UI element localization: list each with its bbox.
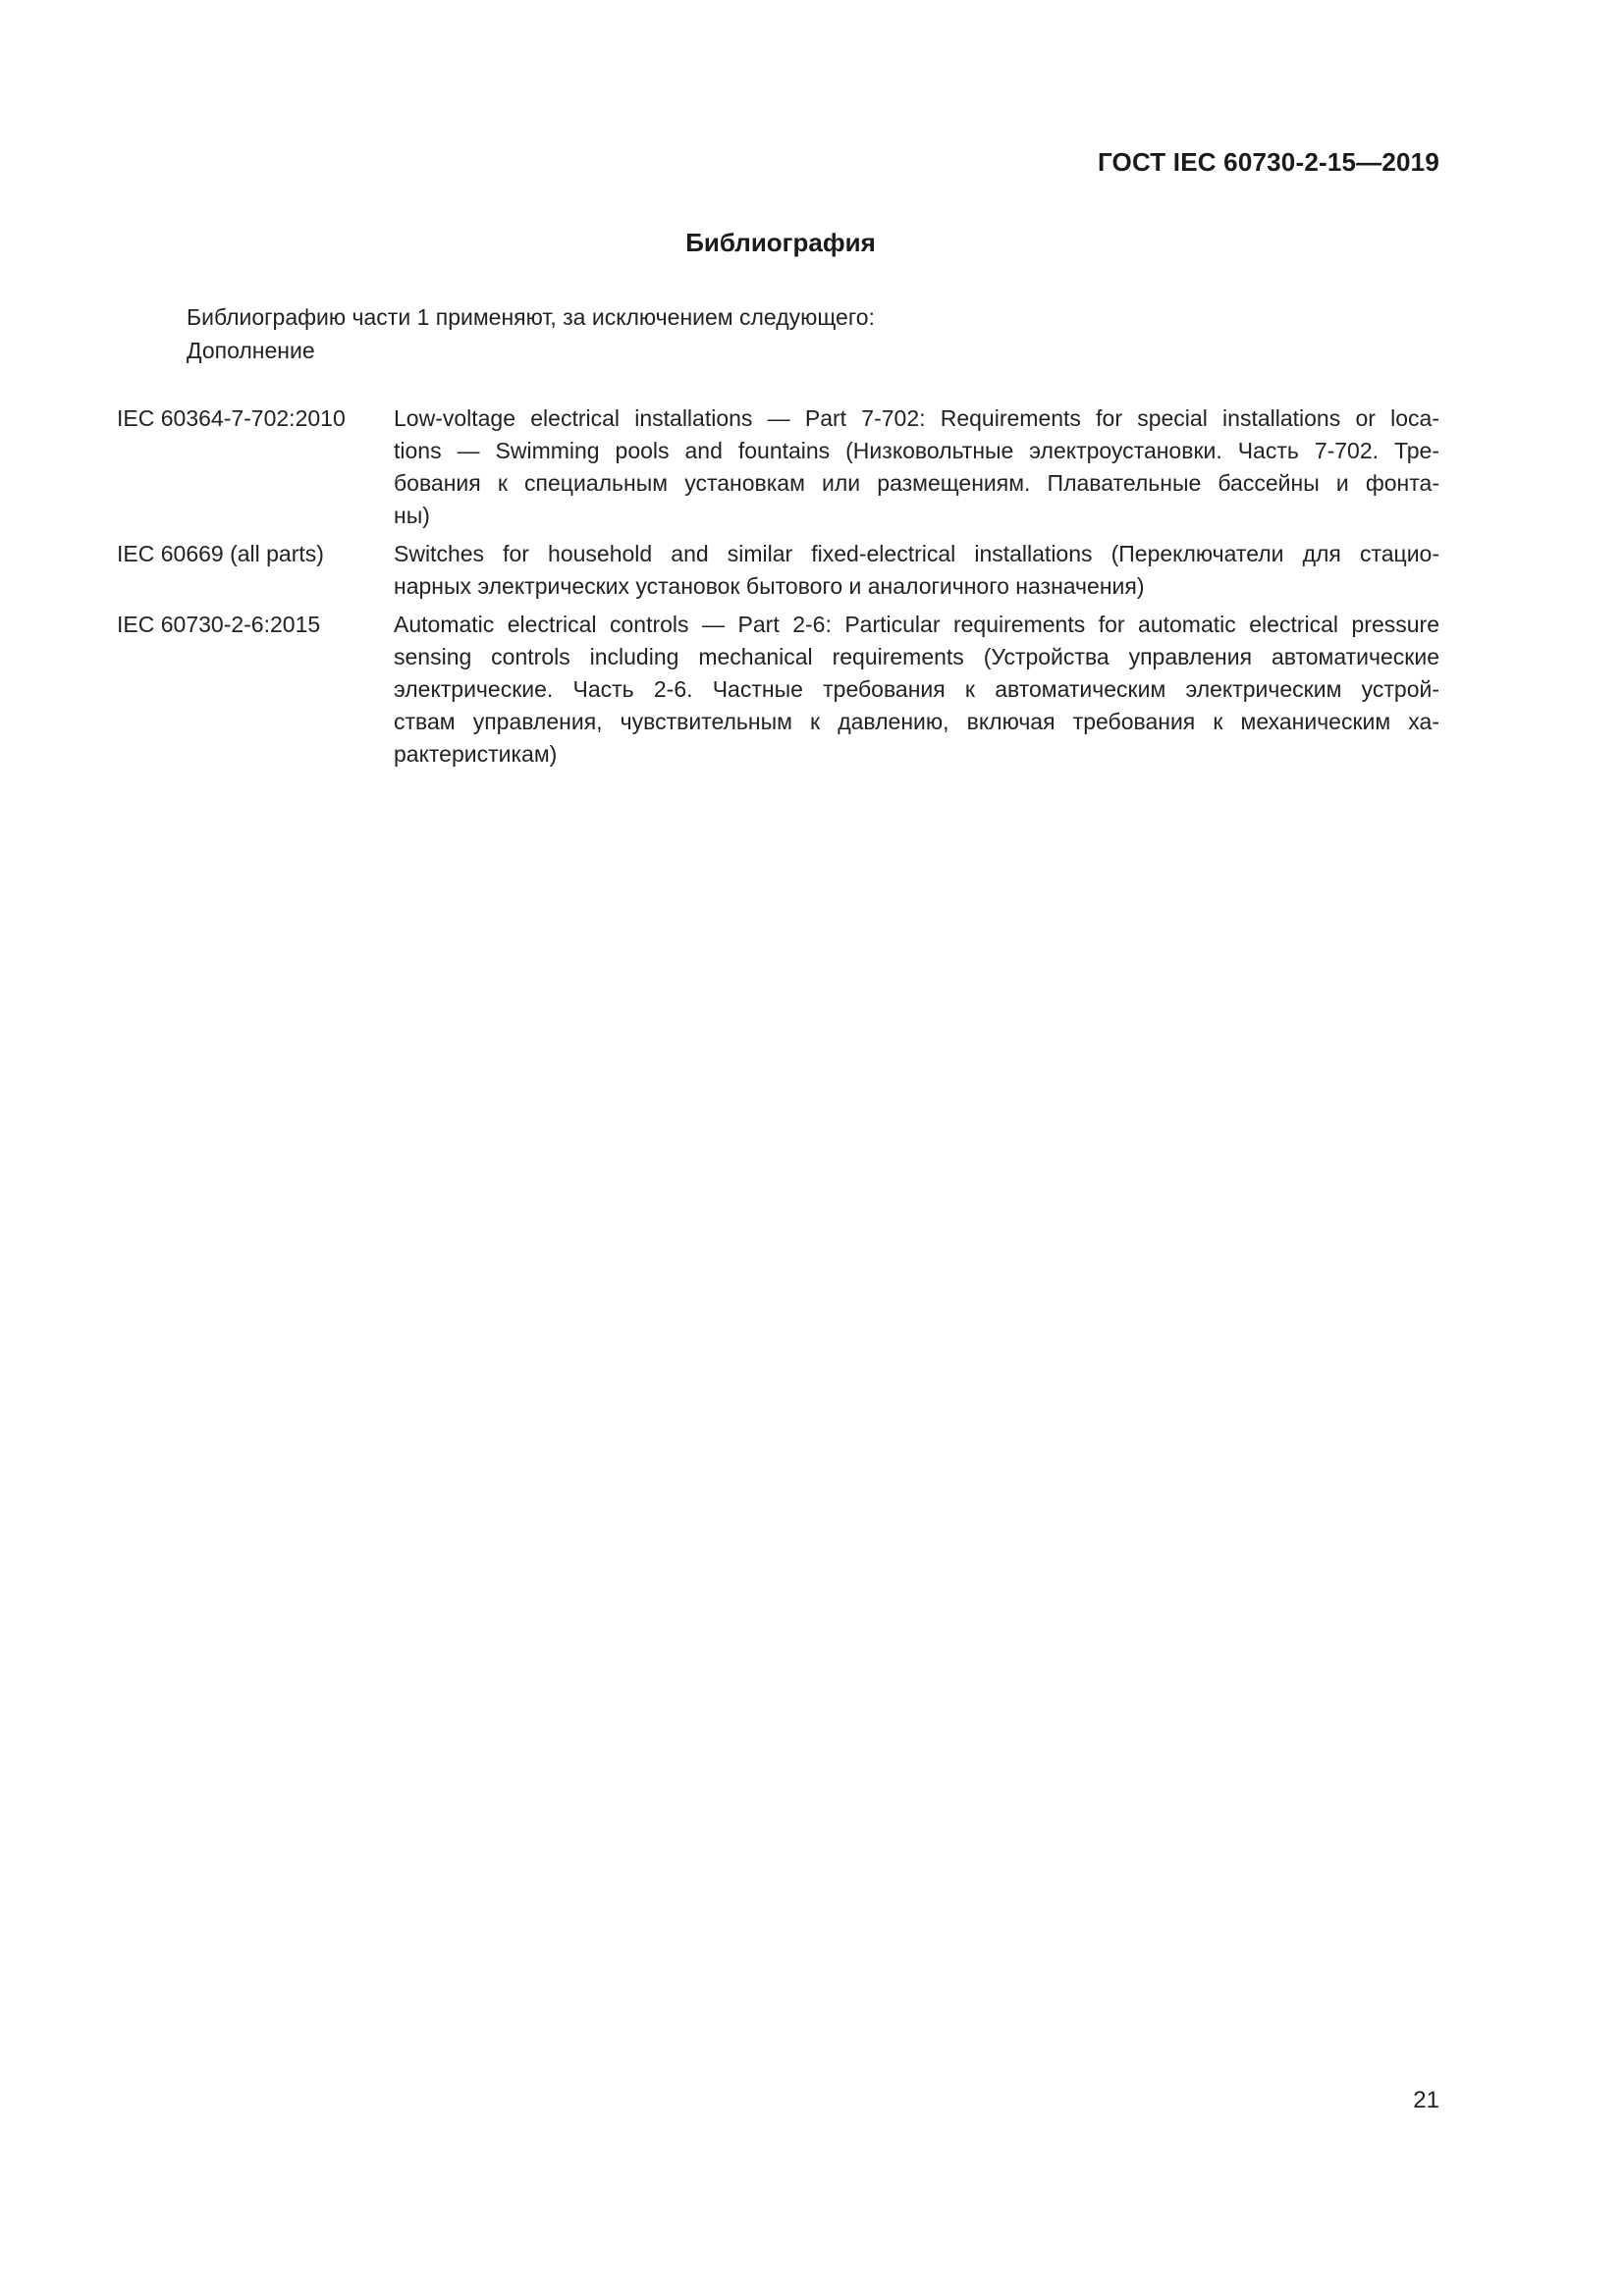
reference-title-line: Automatic electrical controls — Part 2-6: Particular requirements for automatic electrical pressure — [394, 612, 1439, 637]
reference-title-line: ны) — [394, 503, 430, 528]
reference-title — [394, 609, 1439, 771]
bibliography-title: Библиография — [685, 228, 876, 257]
reference-code: IEC 60364-7-702:2010 — [117, 405, 346, 431]
reference-code: IEC 60730-2-6:2015 — [117, 612, 321, 637]
reference-title-line: нарных электрических установок бытового и аналогичного назначения) — [394, 573, 1145, 599]
document-code-header: ГОСТ IEC 60730-2-15—2019 — [1097, 147, 1439, 177]
reference-title-line: рактеристикам) — [394, 741, 558, 767]
reference-title-line: Low-voltage electrical installations — Part 7-702: Requirements for special installations or loca- — [394, 405, 1439, 431]
reference-item — [117, 609, 1439, 771]
intro-addition-label: Дополнение — [187, 338, 315, 363]
reference-title-line: sensing controls including mechanical requirements (Устройства управления автоматические — [394, 644, 1439, 669]
reference-item — [117, 538, 1439, 603]
reference-title-line: Switches for household and similar fixed-electrical installations (Переключатели для стацио- — [394, 541, 1439, 566]
reference-title-line: tions — Swimming pools and fountains (Низковольтные электроустановки. Часть 7-702. Тре- — [394, 438, 1439, 463]
reference-title — [394, 402, 1439, 532]
reference-code: IEC 60669 (all parts) — [117, 541, 324, 566]
bibliography-intro — [187, 300, 875, 367]
reference-title-line: ствам управления, чувствительным к давлению, включая требования к механическим ха- — [394, 709, 1439, 734]
intro-text: Библиографию части 1 применяют, за исключением следующего: — [187, 304, 875, 330]
reference-list — [117, 402, 1439, 776]
reference-title-line: бования к специальным установкам или размещениям. Плавательные бассейны и фонта- — [394, 470, 1439, 496]
page-number: 21 — [1413, 2087, 1439, 2113]
reference-item — [117, 402, 1439, 532]
reference-title-line: электрические. Часть 2-6. Частные требования к автоматическим электрическим устрой- — [394, 676, 1439, 702]
reference-title — [394, 538, 1439, 603]
